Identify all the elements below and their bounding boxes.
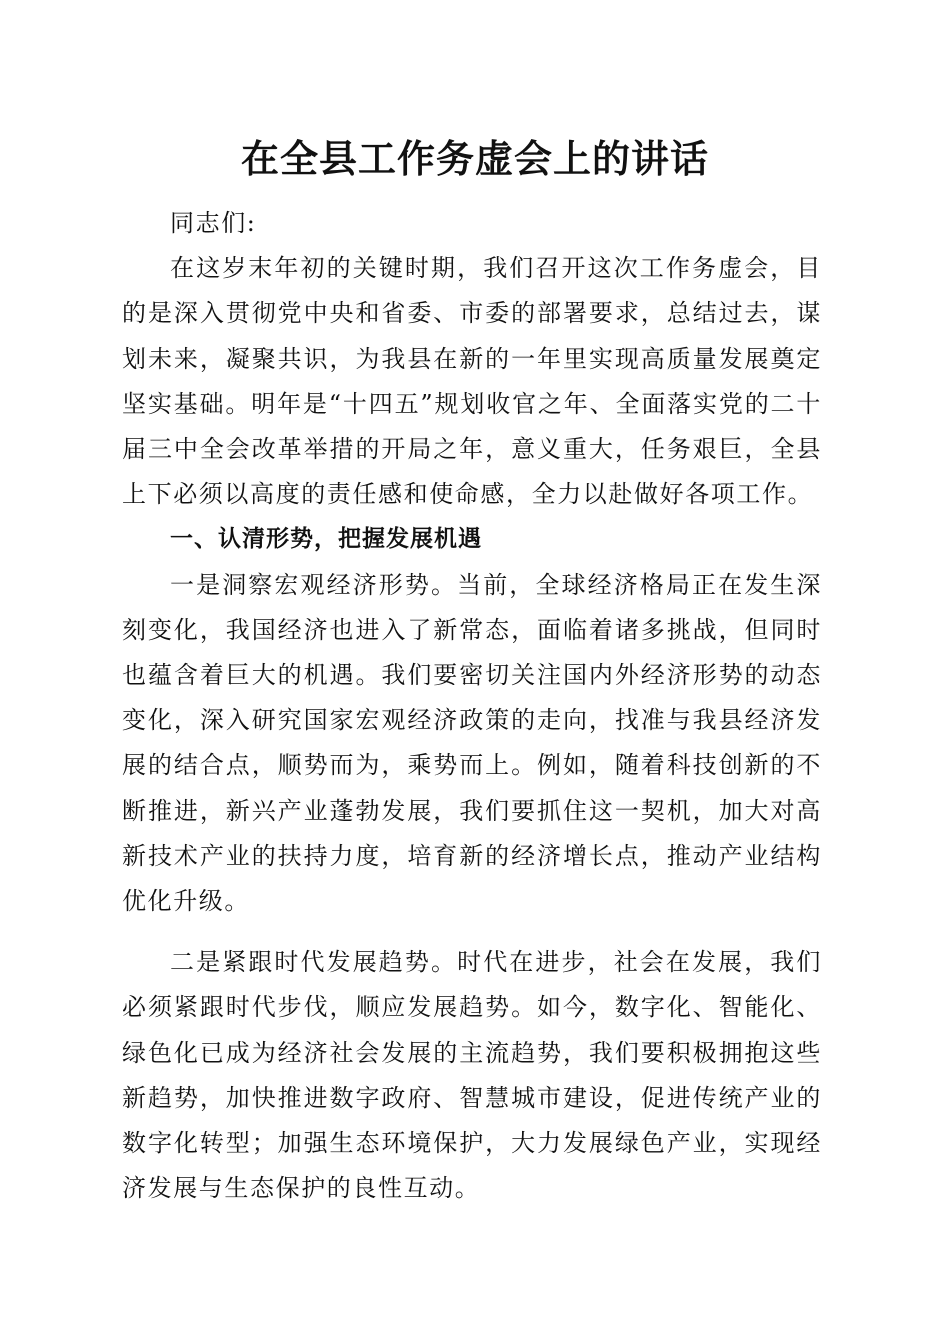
paragraph-gap [122,924,822,940]
section-heading: 一、认清形势，把握发展机遇 [170,526,482,553]
intro-paragraph: 在这岁末年初的关键时期，我们召开这次工作务虚会，目的是深入贯彻党中央和省委、市委的部署要求，总结过去，谋划未来，凝聚共识，为我县在新的一年里实现高质量发展奠定坚实基础。明年是“十四五”规划收官之年、全面落实党的二十届三中全会改革举措的开局之年，意义重大，任务艰巨，全县上下必须以高度的责任感和使命感，全力以赴做好各项工作。 [122,254,822,509]
page-title: 在全县工作务虚会上的讲话 [240,136,709,181]
paragraph-1: 一是洞察宏观经济形势。当前，全球经济格局正在发生深刻变化，我国经济也进入了新常态，面临着诸多挑战，但同时也蕴含着巨大的机遇。我们要密切关注国内外经济形势的动态变化，深入研究国家宏观经济政策的走向，找准与我县经济发展的结合点，顺势而为，乘势而上。例如，随着科技创新的不断推进，新兴产业蓬勃发展，我们要抓住这一契机，加大对高新技术产业的扶持力度，培育新的经济增长点，推动产业结构优化升级。 [122,570,822,916]
document-body [122,201,822,1211]
paragraph-2: 二是紧跟时代发展趋势。时代在进步，社会在发展，我们必须紧跟时代步伐，顺应发展趋势。如今，数字化、智能化、绿色化已成为经济社会发展的主流趋势，我们要积极拥抱这些新趋势，加快推进数字政府、智慧城市建设，促进传统产业的数字化转型；加强生态环境保护，大力发展绿色产业，实现经济发展与生态保护的良性互动。 [122,948,822,1203]
greeting: 同志们: [170,209,257,237]
